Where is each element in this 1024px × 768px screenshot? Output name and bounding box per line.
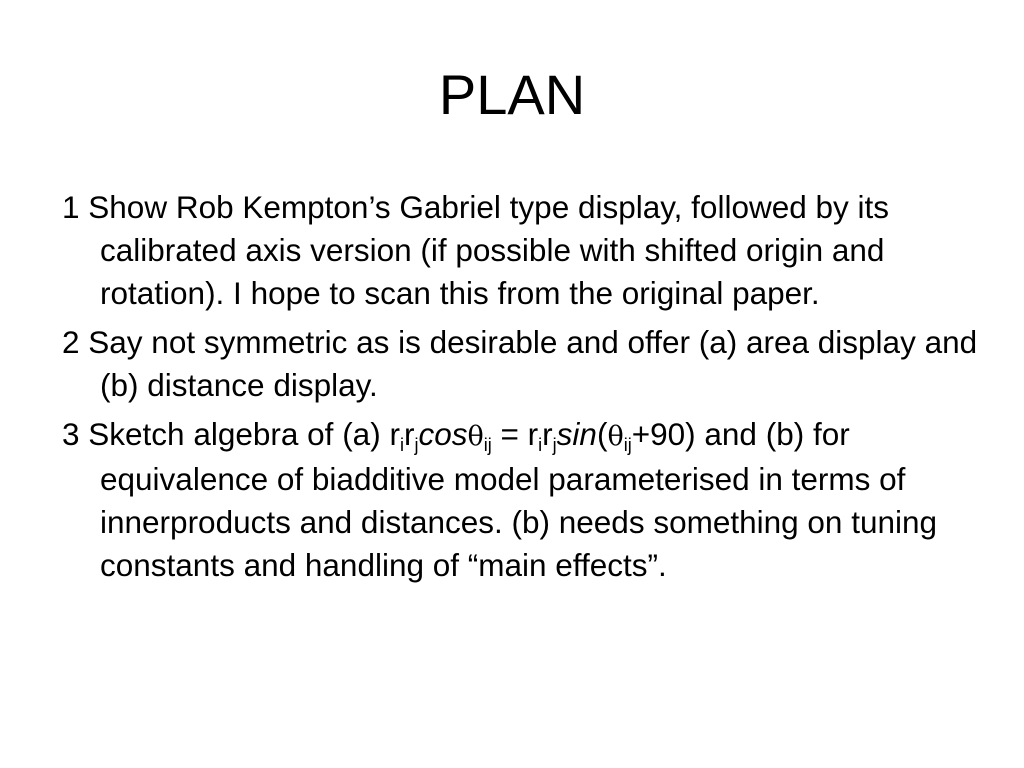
formula-r: r xyxy=(542,416,553,452)
plan-item-2 xyxy=(62,321,982,407)
plan-item-3 xyxy=(62,413,982,587)
formula-subscript: ij xyxy=(483,435,492,455)
item-text: Show Rob Kempton’s Gabriel type display, followed by its calibrated axis version (if possible with shifted origin and rotation). I hope to scan this from the original paper. xyxy=(88,189,890,311)
formula-subscript: j xyxy=(552,435,557,455)
formula-subscript: i xyxy=(538,435,543,455)
slide-title: PLAN xyxy=(438,63,586,126)
plan-item-1 xyxy=(62,186,982,315)
item-number: 2 xyxy=(62,324,89,360)
formula-sin: sin xyxy=(556,416,597,452)
formula-theta: θ xyxy=(607,421,624,452)
formula-paren: ( xyxy=(596,416,608,452)
formula-r: r xyxy=(403,416,415,452)
formula-theta: θ xyxy=(467,421,484,452)
formula-tail: +90) xyxy=(631,416,696,452)
item-number: 1 xyxy=(62,189,89,225)
item-text-before: Sketch algebra of (a) xyxy=(88,416,390,452)
cos-sin-formula xyxy=(389,416,696,455)
item-number: 3 xyxy=(62,416,89,452)
item-text: Say not symmetric as is desirable and offer (a) area display and (b) distance display. xyxy=(88,324,978,403)
formula-subscript: i xyxy=(399,435,404,455)
formula-subscript: j xyxy=(414,435,419,455)
formula-r: r xyxy=(527,416,539,452)
formula-r: r xyxy=(389,416,400,452)
formula-subscript: ij xyxy=(623,435,632,455)
plan-list xyxy=(62,186,982,593)
formula-equals: = xyxy=(491,416,528,452)
item-text-after: and (b) for equivalence of biadditive model parameterised in terms of innerproducts and distances. (b) needs something on tuning constants and handling of “main effects”. xyxy=(100,416,938,583)
formula-cos: cos xyxy=(418,416,468,452)
